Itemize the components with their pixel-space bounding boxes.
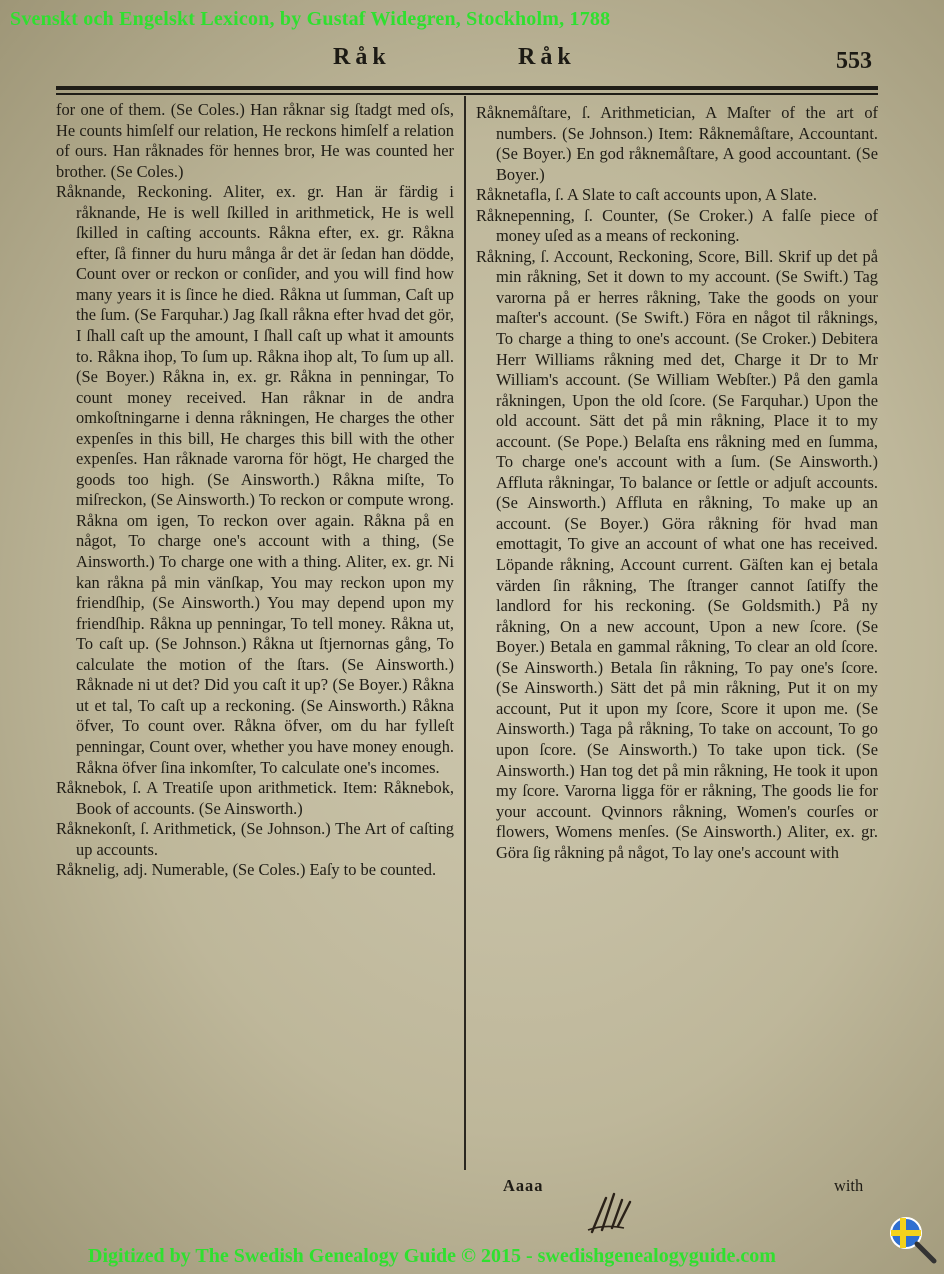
running-head-left: Råk: [333, 44, 391, 70]
digitization-credit: Digitized by The Swedish Genealogy Guide © 2015 - swedishgenealogyguide.com: [88, 1245, 776, 1267]
entry-paragraph: for one of them. (Se Coles.) Han råknar sig ſtadgt med oſs, He counts himſelf our relation, He reckons himſelf a relation of ours. Han råknades för hennes bror, He was counted her brother. (Se Coles.): [56, 100, 454, 181]
running-head-right: Råk: [518, 44, 576, 70]
left-column: [56, 100, 454, 881]
catchword: with: [834, 1176, 864, 1195]
page-number: 553: [836, 48, 872, 74]
entry-raknetafla: Råknetafla, ſ. A Slate to caſt accounts upon, A Slate.: [476, 185, 817, 205]
column-divider: [464, 96, 466, 1170]
entry-raknelig: Råknelig, adj. Numerable, (Se Coles.) Eaſy to be counted.: [56, 860, 437, 880]
signature-mark: Aaaa: [503, 1176, 544, 1195]
swedish-flag-magnifier-icon: [888, 1215, 938, 1265]
entry-raknande: Råknande, Reckoning. Aliter, ex. gr. Han är färdig i råknande, He is well ſkilled in arithmetick, He is well ſkilled in caſting accounts. Råkna efter, ex. gr. Råkna efter, ſå finner du huru många år det är ſedan han dödde, Count over or reckon or conſider, and you will find how many years it is ſince he died. Råkna ut ſumman, Caſt up the ſum. (Se Farquhar.) Jag ſkall råkna efter hvad det gör, I ſhall caſt up the amount, I ſhall caſt up what it amounts to. Råkna ihop, To ſum up. Råkna ihop alt, To ſum up all. (Se Boyer.) Råkna in, ex. gr. Råkna in penningar, To count money received. Han råknar in de andra omkoſtningarne i denna råkningen, He charges the other expenſes in this bill, He charges this bill with the other expenſes. Han råknade varorna för högt, He charged the goods too high. (Se Ainsworth.) Råkna miſte, To miſreckon, (Se Ainsworth.) To reckon or compute wrong. Råkna om igen, To reckon over again. Råkna på en något, To charge one's account with a thing, (Se Ainsworth.) To charge one with a thing. Aliter, ex. gr. Ni kan råkna på min vänſkap, You may reckon upon my friendſhip, (Se Ainsworth.) You may depend upon my friendſhip. Råkna up penningar, To tell money. Råkna ut, To caſt up. (Se Johnson.) Råkna ut ſtjernornas gång, To calculate the motion of the ſtars. (Se Ainsworth.) Råknade ni ut det? Did you caſt it up? (Se Boyer.) Råkna ut et tal, To caſt up a reckoning. (Se Ainsworth.) Råkna öfver, To count over. Råkna öfver, om du har fylleſt penningar, Count over, whether you have money enough. Råkna öfver ſina inkomſter, To calculate one's incomes.: [56, 182, 454, 777]
ink-scribble-mark: [584, 1180, 644, 1240]
right-column: [476, 103, 878, 863]
entry-raknepenning: Råknepenning, ſ. Counter, (Se Croker.) A falſe piece of money uſed as a means of reckoning.: [476, 205, 878, 246]
entry-raknebok: Råknebok, ſ. A Treatiſe upon arithmetick. Item: Råknebok, Book of accounts. (Se Ainsworth.): [56, 778, 454, 818]
entry-raknekonst: Råknekonſt, ſ. Arithmetick, (Se Johnson.) The Art of caſting up accounts.: [56, 819, 454, 859]
entry-raknemastare: Råknemåſtare, ſ. Arithmetician, A Maſter of the art of numbers. (Se Johnson.) Item: Råknemåſtare, Accountant. (Se Boyer.) En god råknemåſtare, A good accountant. (Se Boyer.): [476, 103, 878, 184]
source-banner: Svenskt och Engelskt Lexicon, by Gustaf Widegren, Stockholm, 1788: [10, 8, 611, 30]
entry-rakning: Råkning, ſ. Account, Reckoning, Score, Bill. Skrif up det på min råkning, Set it down to my account. (Se Swift.) Tag varorna på er herres råkning, Take the goods on your maſter's account. (Se Swift.) Föra en något til råknings, To charge a thing to one's account. (Se Croker.) Debitera Herr Williams råkning med det, Charge it Dr to Mr William's account. (Se William Webſter.) På den gamla råkningen, Upon the old ſcore. (Se Farquhar.) Upon the old account. Sätt det på min råkning, Place it to my account. (Se Pope.) Belaſta ens råkning med en ſumma, To charge one's account with a ſum. (Se Ainsworth.) Affluta råkningar, To balance or ſettle or adjuſt accounts. (Se Ainsworth.) Affluta en råkning, To make up an account. (Se Boyer.) Göra råkning för hvad man emottagit, To give an account of what one has received. Löpande råkning, Account current. Gäſten kan ej betala värden ſin råkning, The ſtranger cannot ſatiſfy the landlord for his reckoning. (Se Goldsmith.) På ny råkning, On a new account, Upon a new ſcore. (Se Boyer.) Betala en gammal råkning, To clear an old ſcore. (Se Ainsworth.) Betala ſin råkning, To pay one's ſcore. (Se Ainsworth.) Sätt det på min råkning, Put it on my account, Put it upon my ſcore, Score it upon me. (Se Ainsworth.) Taga på råkning, To take on account, To go upon ſcore. (Se Ainsworth.) To take upon tick. (Se Ainsworth.) Han tog det på min råkning, He took it upon my ſcore. Varorna ligga för er råkning, The goods lie for your account. Qvinnors råkning, Women's courſes or flowers, Womens menſes. (Se Ainsworth.) Aliter, ex. gr. Göra ſig råkning på något, To lay one's account with: [476, 246, 878, 862]
header-rule-thick: [56, 86, 878, 90]
header-rule-thin: [56, 93, 878, 95]
